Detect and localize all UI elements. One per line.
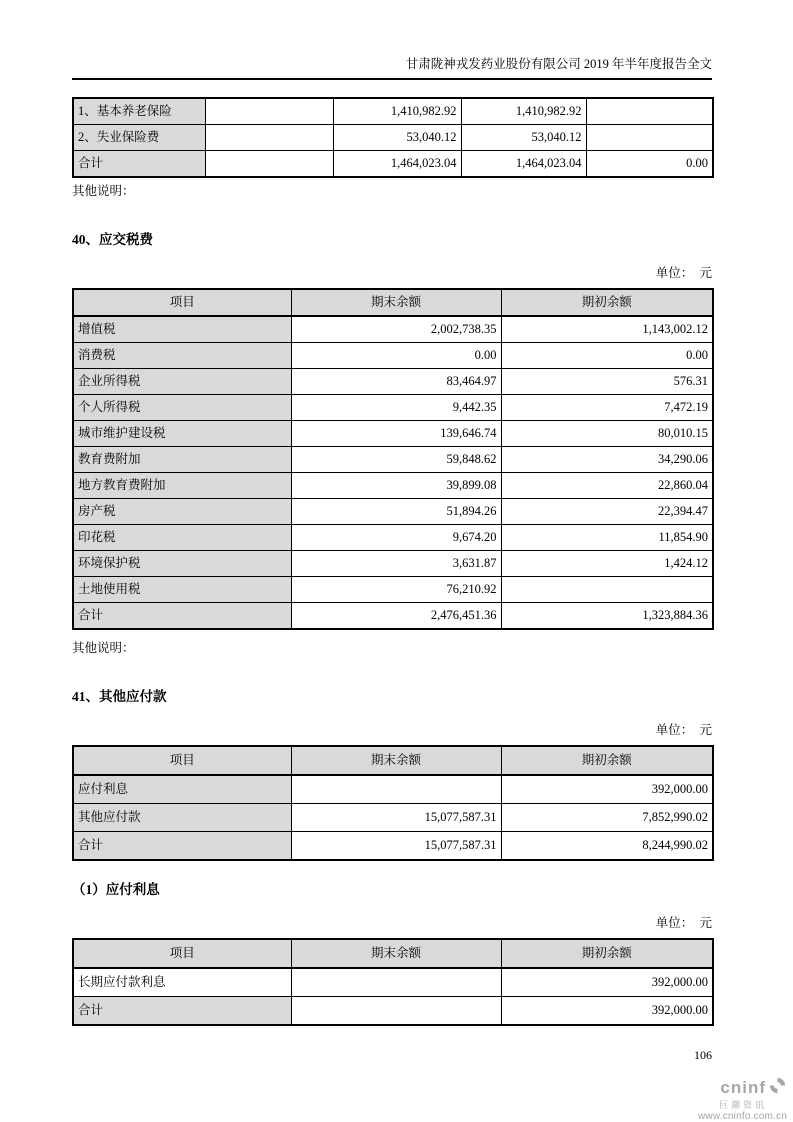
cell-value: 22,394.47 <box>501 499 713 525</box>
cell-value: 22,860.04 <box>501 473 713 499</box>
cell-value: 0.00 <box>501 343 713 369</box>
cell-value: 392,000.00 <box>501 775 713 804</box>
cell-label: 1、基本养老保险 <box>73 98 205 125</box>
table-header-row <box>73 746 713 775</box>
cell-label: 消费税 <box>73 343 291 369</box>
header-cell: 期初余额 <box>501 746 713 775</box>
table-row <box>73 577 713 603</box>
cell-value: 7,852,990.02 <box>501 804 713 832</box>
table-row <box>73 968 713 997</box>
cell-value <box>291 968 501 997</box>
cell-label: 城市维护建设税 <box>73 421 291 447</box>
cell-value <box>586 125 713 151</box>
header-cell: 期末余额 <box>291 746 501 775</box>
unit-note: 单位： 元 <box>655 723 712 737</box>
cell-value <box>205 98 333 125</box>
cell-label: 合计 <box>73 151 205 178</box>
cell-value: 11,854.90 <box>501 525 713 551</box>
table-header-row <box>73 939 713 968</box>
header-cell: 期末余额 <box>291 289 501 316</box>
cell-value: 139,646.74 <box>291 421 501 447</box>
table-row <box>73 775 713 804</box>
cell-value: 1,464,023.04 <box>461 151 586 178</box>
table-row <box>73 832 713 861</box>
unit-note: 单位： 元 <box>655 266 712 280</box>
cell-value: 1,410,982.92 <box>333 98 461 125</box>
other-note: 其他说明： <box>72 641 135 655</box>
cell-value: 9,674.20 <box>291 525 501 551</box>
cell-value <box>501 577 713 603</box>
header-cell: 项目 <box>73 939 291 968</box>
cell-value: 76,210.92 <box>291 577 501 603</box>
header-cell: 项目 <box>73 289 291 316</box>
cell-label: 应付利息 <box>73 775 291 804</box>
table-header-row <box>73 289 713 316</box>
cell-label: 教育费附加 <box>73 447 291 473</box>
cell-value: 53,040.12 <box>333 125 461 151</box>
cninfo-logo-row <box>698 1076 787 1099</box>
cninfo-logo <box>698 1076 787 1122</box>
cell-value: 576.31 <box>501 369 713 395</box>
cell-value: 39,899.08 <box>291 473 501 499</box>
cell-label: 地方教育费附加 <box>73 473 291 499</box>
cell-value: 15,077,587.31 <box>291 804 501 832</box>
cell-value: 34,290.06 <box>501 447 713 473</box>
table-row <box>73 421 713 447</box>
table-row <box>73 499 713 525</box>
cell-label: 房产税 <box>73 499 291 525</box>
table-row <box>73 473 713 499</box>
cell-value: 1,464,023.04 <box>333 151 461 178</box>
table-row <box>73 525 713 551</box>
interest-payable-table <box>72 938 714 1026</box>
cell-value: 9,442.35 <box>291 395 501 421</box>
table-row <box>73 447 713 473</box>
cell-value: 1,323,884.36 <box>501 603 713 630</box>
section-41-heading: 41、其他应付款 <box>72 689 167 704</box>
header-cell: 期初余额 <box>501 939 713 968</box>
cell-value: 80,010.15 <box>501 421 713 447</box>
social-insurance-table <box>72 97 714 178</box>
cell-value: 392,000.00 <box>501 968 713 997</box>
table-row <box>73 151 713 178</box>
page-header-title: 甘肃陇神戎发药业股份有限公司 2019 年半年度报告全文 <box>405 57 712 71</box>
cell-value: 1,410,982.92 <box>461 98 586 125</box>
table-row <box>73 125 713 151</box>
cell-value: 1,424.12 <box>501 551 713 577</box>
table-row <box>73 997 713 1026</box>
table-row <box>73 551 713 577</box>
cell-value: 0.00 <box>586 151 713 178</box>
cninfo-logo-url: www.cninfo.com.cn <box>698 1111 787 1122</box>
cell-label: 合计 <box>73 603 291 630</box>
cell-value: 59,848.62 <box>291 447 501 473</box>
table-row <box>73 804 713 832</box>
cell-value: 2,002,738.35 <box>291 316 501 343</box>
cell-label: 增值税 <box>73 316 291 343</box>
other-payables-table <box>72 745 714 861</box>
unit-note: 单位： 元 <box>655 916 712 930</box>
cninfo-logo-cn: 巨潮资讯 <box>718 1100 767 1110</box>
cell-label: 印花税 <box>73 525 291 551</box>
section-40-heading: 40、应交税费 <box>72 232 153 247</box>
cell-value <box>205 151 333 178</box>
cell-label: 2、失业保险费 <box>73 125 205 151</box>
cell-value: 392,000.00 <box>501 997 713 1026</box>
cell-value: 83,464.97 <box>291 369 501 395</box>
other-note: 其他说明： <box>72 184 135 198</box>
cell-label: 环境保护税 <box>73 551 291 577</box>
table-row <box>73 98 713 125</box>
cell-value <box>586 98 713 125</box>
cell-value: 1,143,002.12 <box>501 316 713 343</box>
cell-label: 其他应付款 <box>73 804 291 832</box>
section-41-1-heading: （1）应付利息 <box>72 882 160 897</box>
page-number: 106 <box>694 1048 712 1062</box>
table-row <box>73 369 713 395</box>
cninfo-logo-icon <box>768 1076 787 1099</box>
cell-value: 15,077,587.31 <box>291 832 501 861</box>
header-cell: 期末余额 <box>291 939 501 968</box>
cell-label: 土地使用税 <box>73 577 291 603</box>
cell-value <box>291 775 501 804</box>
header-cell: 期初余额 <box>501 289 713 316</box>
cell-label: 企业所得税 <box>73 369 291 395</box>
tax-payable-table <box>72 288 714 630</box>
table-row <box>73 343 713 369</box>
cell-label: 个人所得税 <box>73 395 291 421</box>
cell-value: 2,476,451.36 <box>291 603 501 630</box>
cell-label: 合计 <box>73 832 291 861</box>
cell-value: 3,631.87 <box>291 551 501 577</box>
cell-value <box>291 997 501 1026</box>
cell-value: 53,040.12 <box>461 125 586 151</box>
table-row <box>73 395 713 421</box>
cell-value: 7,472.19 <box>501 395 713 421</box>
page-header <box>72 56 712 80</box>
cell-value: 51,894.26 <box>291 499 501 525</box>
cell-label: 合计 <box>73 997 291 1026</box>
cninfo-logo-text: cninf <box>720 1078 766 1097</box>
cell-label: 长期应付款利息 <box>73 968 291 997</box>
cell-value <box>205 125 333 151</box>
table-row <box>73 316 713 343</box>
table-row <box>73 603 713 630</box>
header-cell: 项目 <box>73 746 291 775</box>
cell-value: 0.00 <box>291 343 501 369</box>
cell-value: 8,244,990.02 <box>501 832 713 861</box>
